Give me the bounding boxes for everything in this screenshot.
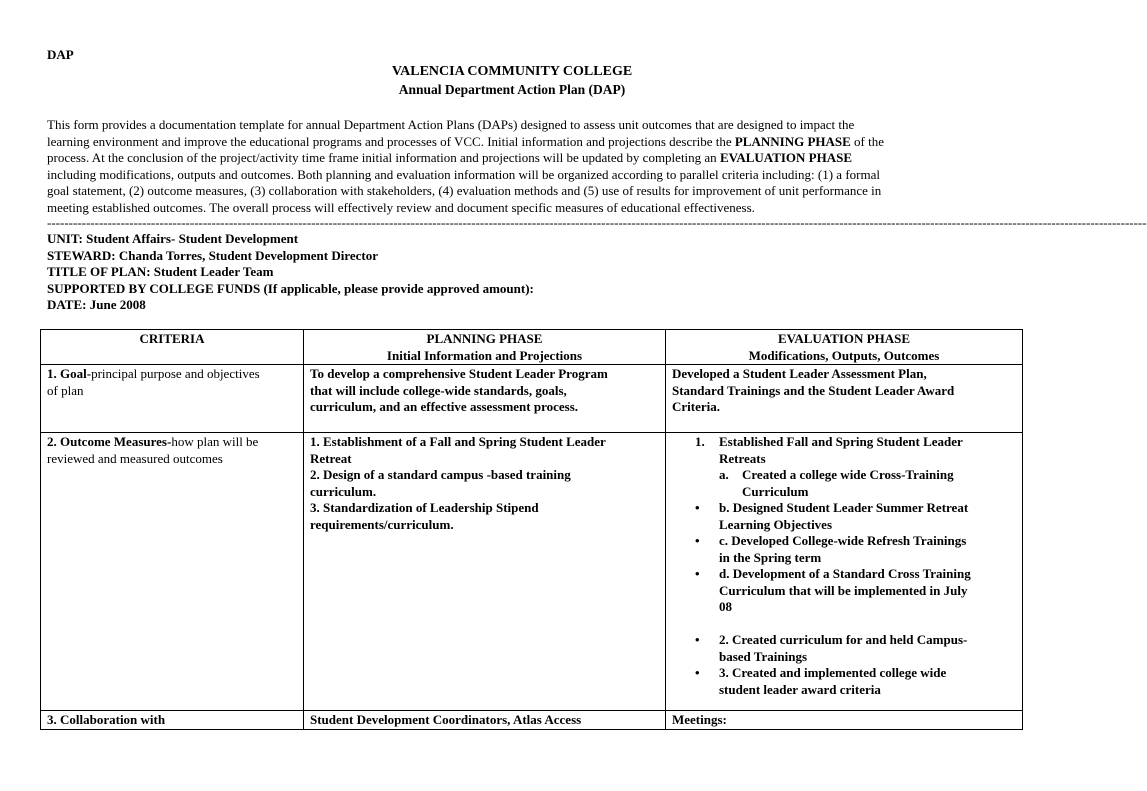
row2-planning-text: 1. Establishment of a Fall and Spring Student Leader: [310, 434, 606, 449]
meta-plan-title: TITLE OF PLAN: Student Leader Team: [47, 264, 274, 279]
row1-evaluation-text: Standard Trainings and the Student Leader Award: [672, 382, 955, 398]
row1-criteria-text: of plan: [47, 382, 84, 398]
list-item: [672, 665, 1016, 698]
row2-criteria-text: how plan will be: [171, 434, 259, 449]
row1-evaluation-text: Developed a Student Leader Assessment Plan,: [672, 366, 927, 381]
intro-line: [47, 200, 977, 217]
intro-text: process. At the conclusion of the project/activity time frame initial information and projections will be updated by completing an: [47, 150, 720, 165]
header-planning-title: PLANNING PHASE: [426, 331, 543, 346]
intro-emphasis: EVALUATION PHASE: [719, 150, 853, 165]
list-item-text: c. Developed College-wide Refresh Trainings: [719, 533, 967, 548]
meta-funds: SUPPORTED BY COLLEGE FUNDS (If applicable, please provide approved amount):: [47, 280, 534, 296]
intro-line: [47, 150, 977, 167]
intro-line: [47, 117, 977, 134]
intro-text: learning environment and improve the educational programs and processes of VCC. Initial information and projections describe the: [47, 133, 735, 149]
meta-date: DATE: June 2008: [47, 297, 146, 312]
row2-planning-text: 3. Standardization of Leadership Stipend: [310, 500, 539, 515]
table-row: [41, 365, 1023, 433]
evaluation-list: [672, 434, 1016, 698]
list-item: [672, 500, 1016, 533]
header-evaluation-title: EVALUATION PHASE: [777, 331, 911, 346]
header-planning-subtitle: Initial Information and Projections: [386, 347, 583, 363]
list-item-text: 08: [719, 599, 732, 614]
list-item-text: based Trainings: [719, 648, 808, 664]
row1-planning-text: To develop a comprehensive Student Leader Program: [310, 366, 608, 381]
list-item-text: Learning Objectives: [719, 516, 833, 532]
intro-line: [47, 167, 977, 184]
dap-table: [40, 329, 1023, 730]
list-item-text: Established Fall and Spring Student Leader: [719, 434, 963, 449]
header-planning: [304, 330, 666, 365]
bullet-icon: •: [695, 665, 700, 680]
row3-planning-text: Student Development Coordinators, Atlas Access: [310, 712, 582, 727]
intro-text: meeting established outcomes. The overall process will effectively review and document specific measures of educational effectiveness.: [47, 199, 755, 215]
row2-planning-text: curriculum.: [310, 483, 377, 499]
row1-criteria-label: 1. Goal-: [47, 366, 92, 381]
list-item-text: student leader award criteria: [719, 681, 881, 697]
list-marker: a.: [719, 467, 729, 482]
row1-planning: [304, 365, 666, 433]
row1-criteria-text: principal purpose and objectives: [91, 366, 260, 381]
table-row: [41, 711, 1023, 730]
row1-evaluation-text: Criteria.: [672, 399, 721, 414]
bullet-icon: •: [695, 566, 700, 581]
document-subtitle: Annual Department Action Plan (DAP): [398, 82, 626, 97]
row2-evaluation: [666, 433, 1023, 711]
header-criteria: [41, 330, 304, 365]
list-spacer: [672, 616, 1016, 633]
intro-text: including modifications, outputs and outcomes. Both planning and evaluation information will be organized according to parallel criteria including: (1) a formal: [47, 166, 880, 182]
row1-evaluation: [666, 365, 1023, 433]
row1-planning-text: that will include college-wide standards, goals,: [310, 382, 567, 398]
list-item-text: b. Designed Student Leader Summer Retreat: [719, 500, 969, 515]
bullet-icon: •: [695, 632, 700, 647]
row2-planning-text: Retreat: [310, 450, 352, 466]
row3-criteria-text: 3. Collaboration with: [47, 712, 166, 727]
list-item: [672, 566, 1016, 616]
table-header-row: [41, 330, 1023, 365]
row2-criteria-text: reviewed and measured outcomes: [47, 450, 223, 466]
intro-line: [47, 134, 977, 151]
row2-criteria-label: 2. Outcome Measures-: [47, 434, 172, 449]
intro-text: goal statement, (2) outcome measures, (3) collaboration with stakeholders, (4) evaluation methods and (5) use of results for improvement of unit performance in: [47, 183, 882, 198]
meta-steward: STEWARD: Chanda Torres, Student Development Director: [47, 247, 379, 263]
list-item-text: Curriculum that will be implemented in July: [719, 582, 968, 598]
row3-criteria: [41, 711, 304, 730]
list-item-text: Curriculum: [742, 483, 809, 499]
list-item-text: 3. Created and implemented college wide: [719, 665, 947, 680]
intro-emphasis: PLANNING PHASE: [734, 133, 851, 149]
plan-meta: [47, 231, 534, 314]
list-item: [672, 434, 1016, 467]
table-row: [41, 433, 1023, 711]
row2-planning: [304, 433, 666, 711]
list-item: [672, 632, 1016, 665]
meta-unit: UNIT: Student Affairs- Student Development: [47, 231, 299, 246]
doc-label: DAP: [47, 47, 74, 62]
header-evaluation-subtitle: Modifications, Outputs, Outcomes: [748, 347, 940, 363]
header-criteria-label: CRITERIA: [139, 331, 205, 346]
intro-paragraph: [47, 117, 977, 216]
row3-evaluation-text: Meetings:: [672, 712, 727, 727]
row2-planning-text: 2. Design of a standard campus -based training: [310, 467, 571, 482]
bullet-icon: •: [695, 533, 700, 548]
row2-planning-text: requirements/curriculum.: [310, 516, 454, 532]
list-marker: 1.: [695, 434, 705, 449]
list-item-text: Created a college wide Cross-Training: [742, 467, 954, 482]
list-item-text: d. Development of a Standard Cross Training: [719, 566, 971, 581]
intro-text: This form provides a documentation template for annual Department Action Plans (DAPs) designed to assess unit outcomes that are designed to impact the: [47, 117, 855, 132]
row2-criteria: [41, 433, 304, 711]
row3-planning: [304, 711, 666, 730]
list-item-text: Retreats: [719, 450, 766, 466]
row1-criteria: [41, 365, 304, 433]
list-item-text: in the Spring term: [719, 549, 822, 565]
row3-evaluation: [666, 711, 1023, 730]
intro-line: [47, 183, 977, 200]
divider-line: --------------------------------------------------------------------------------------------------------------------------------------------------------------------------------------------------------------------------------------------------------------: [47, 215, 1147, 230]
row1-planning-text: curriculum, and an effective assessment process.: [310, 399, 579, 414]
header-evaluation: [666, 330, 1023, 365]
intro-text: of the: [850, 133, 885, 149]
bullet-icon: •: [695, 500, 700, 515]
list-item: [672, 467, 1016, 500]
list-item: [672, 533, 1016, 566]
document-title: VALENCIA COMMUNITY COLLEGE: [391, 64, 633, 79]
list-item-text: 2. Created curriculum for and held Campus-: [719, 632, 968, 647]
